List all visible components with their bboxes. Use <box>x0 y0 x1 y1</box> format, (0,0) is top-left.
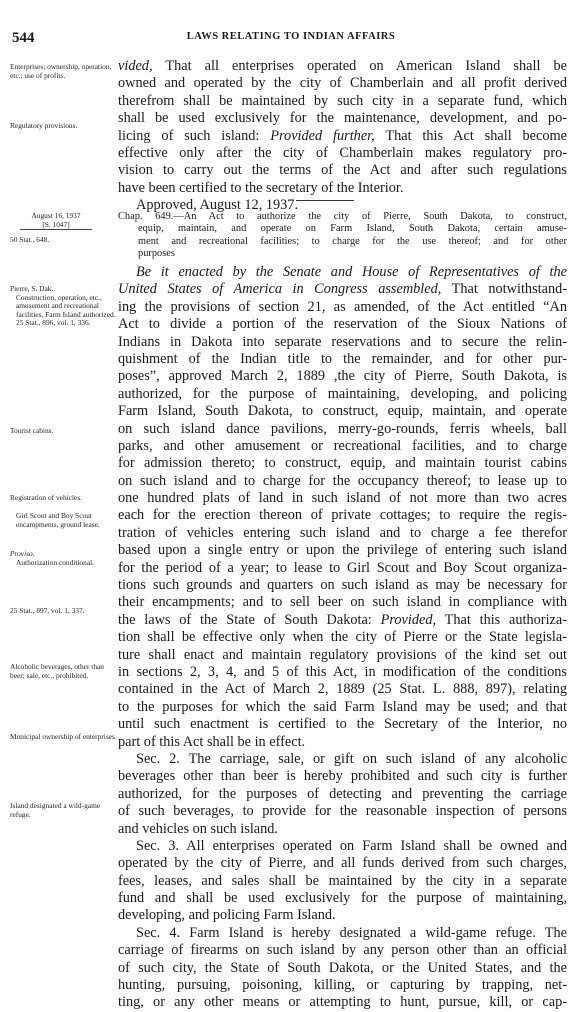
margin-note-enterprises: Enterprises; ownership, operation, etc.; use of profits. <box>10 62 112 80</box>
text-line: United States of America in Congress assembled, That notwithstand- <box>118 281 567 298</box>
text-line: vided, That all enterprises operated on American Island shall be <box>118 58 567 74</box>
text-line: operated by the city of Pierre, and all funds derived from such charges, <box>118 855 567 872</box>
text-line: the laws of the State of South Dakota: Provided, That this authoriza- <box>118 611 567 628</box>
running-head: LAWS RELATING TO INDIAN AFFAIRS <box>186 31 396 42</box>
text-line: beverages other than beer is hereby prohibited and such city is further <box>118 768 567 785</box>
text-line: authorized, for the purpose of maintaining, developing, and policing <box>118 385 567 402</box>
margin-note-date-text: August 16, 1937 <box>31 211 81 220</box>
text-line: ting, or any other means or attempting to hunt, pursue, kill, or cap- <box>118 994 567 1011</box>
text-line: quishment of the Indian title to the remainder, and for other pur- <box>118 350 567 367</box>
margin-note-registration: Registration of vehicles. <box>10 493 83 502</box>
text-line: therefrom shall be maintained by such city in a separate fund, which <box>118 92 567 109</box>
text-line: their encampments; and to sell beer on such island in compliance with <box>118 594 567 611</box>
text-line: shall be used exclusively for the maintenance, development, and po- <box>118 110 567 127</box>
margin-note-regulatory: Regulatory provisions. <box>10 121 78 130</box>
chapter-line: equip, maintain, and operate on Farm Island, South Dakota, certain amuse- <box>138 223 567 235</box>
text-line: one hundred plats of land in such island of not more than two acres <box>118 490 567 507</box>
text-line: fees, leases, and sales shall be maintained by the city in a separate <box>118 872 567 889</box>
text-line: part of this Act shall be in effect. <box>118 733 306 750</box>
text-line: in sections 2, 3, 4, and 5 of this Act, in modification of the conditions <box>118 663 567 680</box>
text-line: licing of such island: Provided further, That this Act shall become <box>118 127 567 144</box>
text-line: have been certified to the secretary of the Interior. <box>118 179 404 196</box>
margin-note-bill: [S. 1047] <box>20 221 92 231</box>
text-line: fund and shall be used exclusively for the purpose of maintaining, <box>118 890 567 907</box>
text-line: hunting, pursuing, poisoning, killing, or capturing by trapping, net- <box>118 977 567 994</box>
continued-paragraph <box>118 58 567 215</box>
text-line: ing the provisions of section 21, as amended, of the Act entitled “An <box>118 298 567 315</box>
chapter-line: purposes <box>138 248 175 260</box>
text-line: of such city, the State of South Dakota, or the United States, and the <box>118 959 567 976</box>
section-2-start: Sec. 2. The carriage, sale, or gift on such island of any alcoholic <box>136 750 567 767</box>
margin-note-island: Island designated a wild-game refuge. <box>10 801 101 819</box>
approval-date: Approved, August 12, 1937. <box>136 197 299 214</box>
act-body <box>118 264 567 1012</box>
margin-note-date <box>10 212 102 230</box>
text-line: each for the erection thereon of private cottages; to require the regis- <box>118 507 567 524</box>
section-3-start: Sec. 3. All enterprises operated on Farm Island shall be owned and <box>136 837 567 854</box>
text-line: for the period of a year; to lease to Girl Scout and Boy Scout organiza- <box>118 559 567 576</box>
margin-note-stat-3: 25 Stat., 897, vol. 1, 337. <box>10 606 85 615</box>
margin-note-pierre-head: Pierre, S. Dak. <box>10 284 54 293</box>
section-4-start: Sec. 4. Farm Island is hereby designated a wild-game refuge. The <box>136 924 567 941</box>
margin-note-pierre <box>10 285 118 328</box>
margin-note-pierre-body: Construction, operation, etc., amusement and recreational facilities, Farm Island authorized. <box>16 292 116 319</box>
text-line: developing, and policing Farm Island. <box>118 907 336 924</box>
text-line: based upon a single entry or upon the privilege of entering such island <box>118 542 567 559</box>
text-line: authorized, for the purposes of detecting and preventing the carriage <box>118 785 567 802</box>
margin-note-proviso-label: Proviso. <box>10 549 35 558</box>
chapter-heading <box>118 211 567 261</box>
text-line: until such enactment is certified to the Secretary of the Interior, no <box>118 716 567 733</box>
text-line: parks, and other amusement or recreational facilities, and to charge <box>118 437 567 454</box>
margin-note-alcoholic: Alcoholic beverages, other than beer; sale, etc., prohibited. <box>10 662 104 680</box>
text-line: poses”, approved March 2, 1889 ,the city of Pierre, South Dakota, is <box>118 368 567 385</box>
text-line: on such island and to charge for the occupancy thereof; to lease up to <box>118 472 567 489</box>
margin-note-scout: Girl Scout and Boy Scout encampments, ground lease. <box>16 511 100 529</box>
margin-note-stat-2: 25 Stat., 896, vol. 1, 336. <box>16 318 91 328</box>
margin-note-proviso <box>10 550 118 567</box>
text-line: vision to carry out the terms of the Act and after such regulations <box>118 162 567 179</box>
text-line: effective only after the city of Chamberlain makes regulatory pro- <box>118 144 567 161</box>
text-line: and vehicles on such island. <box>118 820 279 837</box>
text-line: of such beverages, to provide for the reasonable inspection of persons <box>118 803 567 820</box>
margin-note-tourist: Tourist cabins. <box>10 426 54 435</box>
chapter-line: ment and recreational facilities; to charge for the use thereof; and for other <box>138 235 567 247</box>
text-line: tration of vehicles entering such island and to charge a fee therefor <box>118 524 567 541</box>
margin-note-municipal: Municipal ownership of enterprises. <box>10 732 117 741</box>
text-line: on such island dance pavilions, merry-go-rounds, ferris wheels, ball <box>118 420 567 437</box>
text-line: tions such grounds and quarters on such island as may be necessary for <box>118 577 567 594</box>
text-line: Indians in Dakota into separate reservations and to secure the relin- <box>118 333 567 350</box>
text-line: ture shall enact and maintain regulatory provisions of the kind set out <box>118 646 567 663</box>
margin-note-authorization: Authorization conditional. <box>16 557 94 567</box>
text-line: tion shall be effective only when the city of Pierre or the State legisla- <box>118 629 567 646</box>
enacting-clause: Be it enacted by the Senate and House of Representatives of the <box>136 264 567 280</box>
text-line: owned and operated by the city of Chamberlain and all profit derived <box>118 75 567 92</box>
page-number: 544 <box>12 30 35 46</box>
text-line: contained in the Act of March 2, 1889 (25 Stat. L. 888, 897), relating <box>118 681 567 698</box>
text-line: to the purposes for which the said Farm Island may be used; and that <box>118 698 567 715</box>
page-header <box>12 30 570 46</box>
text-line: carriage of firearms on such island by any person other than an official <box>118 942 567 959</box>
margin-note-stat-1: 50 Stat., 648. <box>10 235 50 244</box>
text-line: Act to divide a portion of the reservation of the Sioux Nations of <box>118 316 567 333</box>
chapter-line: Chap. 649.—An Act to authorize the city of Pierre, South Dakota, to construct, <box>118 211 567 222</box>
text-line: for admission thereto; to construct, equip, and maintain tourist cabins <box>118 455 567 472</box>
section-rule <box>296 200 354 201</box>
text-line: Farm Island, South Dakota, to construct, equip, maintain, and operate <box>118 403 567 420</box>
